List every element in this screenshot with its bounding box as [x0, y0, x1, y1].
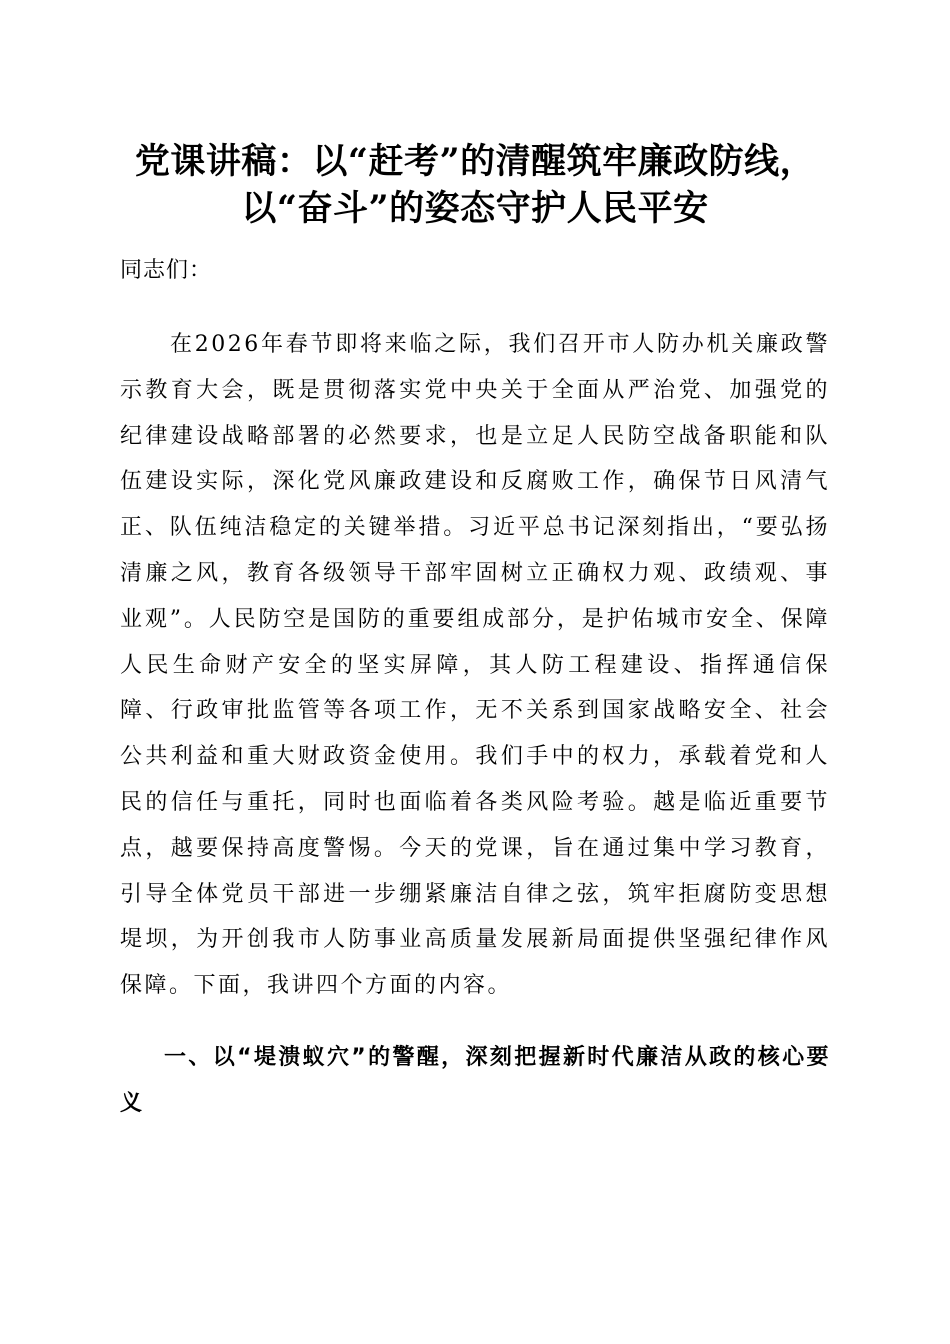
- title-line-2: 以“奋斗”的姿态守护人民平安: [241, 188, 709, 229]
- document-title: [100, 138, 850, 232]
- section-1-heading: 一、以“堤溃蚁穴”的警醒，深刻把握新时代廉洁从政的核心要义: [120, 1045, 830, 1116]
- title-line-1: 党课讲稿：以“赶考”的清醒筑牢廉政防线，: [134, 141, 816, 182]
- greeting: 同志们：: [120, 258, 213, 283]
- intro-paragraph: 在2026年春节即将来临之际，我们召开市人防办机关廉政警示教育大会，既是贯彻落实党中央关于全面从严治党、加强党的纪律建设战略部署的必然要求，也是立足人民防空战备职能和队伍建设实际，深化党风廉政建设和反腐败工作，确保节日风清气正、队伍纯洁稳定的关键举措。习近平总书记深刻指出，“要弘扬清廉之风，教育各级领导干部牢固树立正确权力观、政绩观、事业观”。人民防空是国防的重要组成部分，是护佑城市安全、保障人民生命财产安全的坚实屏障，其人防工程建设、指挥通信保障、行政审批监管等各项工作，无不关系到国家战略安全、社会公共利益和重大财政资金使用。我们手中的权力，承载着党和人民的信任与重托，同时也面临着各类风险考验。越是临近重要节点，越要保持高度警惕。今天的党课，旨在通过集中学习教育，引导全体党员干部进一步绷紧廉洁自律之弦，筑牢拒腐防变思想堤坝，为开创我市人防事业高质量发展新局面提供坚强纪律作风保障。下面，我讲四个方面的内容。: [120, 332, 830, 999]
